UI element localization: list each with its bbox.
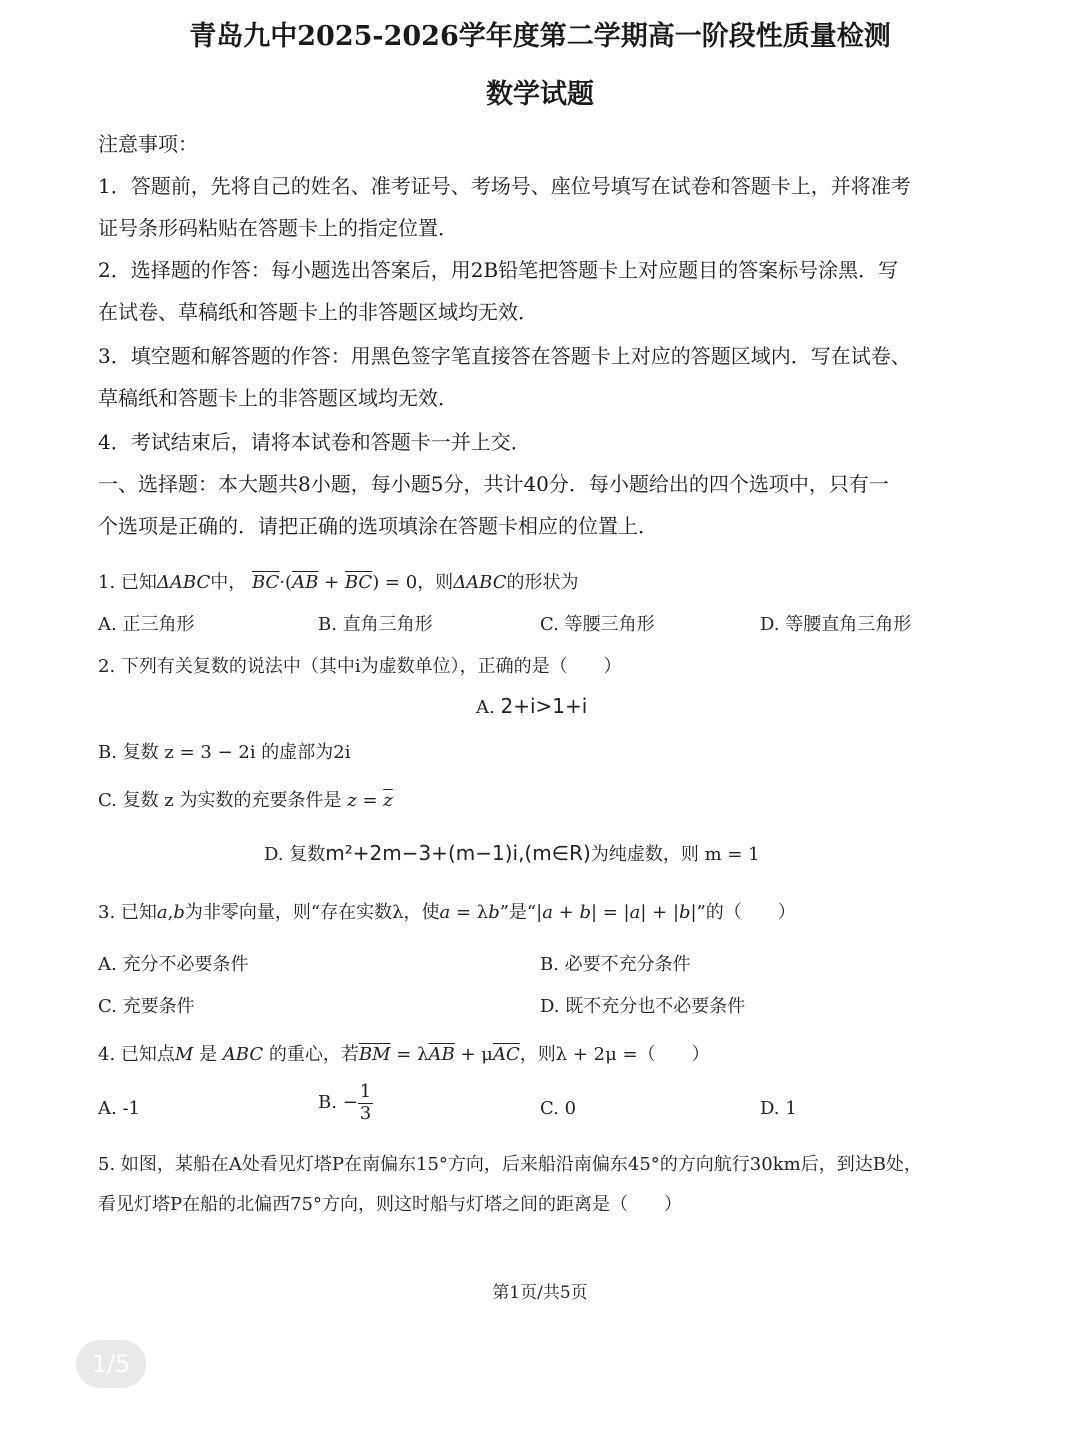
- q3-option-a[interactable]: A. 充分不必要条件: [98, 954, 249, 975]
- exam-title: 青岛九中2025-2026学年度第二学期高一阶段性质量检测: [189, 21, 891, 52]
- section-heading-line-2: 个选项是正确的．请把正确的选项填涂在答题卡相应的位置上．: [98, 514, 658, 538]
- q2-option-c-zbar: $\overline{z}$: [383, 790, 393, 811]
- q1-option-c[interactable]: C. 等腰三角形: [540, 614, 655, 635]
- note-1-line-1: 1．答题前，先将自己的姓名、准考证号、考场号、座位号填写在试卷和答题卡上，并将准考: [98, 174, 911, 198]
- q4-option-b[interactable]: [318, 1082, 373, 1124]
- q4-option-b-denominator: 3: [359, 1102, 372, 1124]
- q4-vector-ab: $\overline{AB}$: [428, 1044, 455, 1065]
- q3-comma: ,: [167, 902, 174, 923]
- q2-option-b[interactable]: B. 复数 z = 3 − 2i 的虚部为2i: [98, 742, 351, 763]
- note-2-line-1: 2．选择题的作答：每小题选出答案后，用2B铅笔把答题卡上对应题目的答案标号涂黑．写: [98, 258, 899, 282]
- q3-cond-b: b: [488, 902, 500, 923]
- page-footer: 第1页/共5页: [492, 1283, 588, 1303]
- note-2-line-2: 在试卷、草稿纸和答题卡上的非答题区域均无效．: [98, 300, 538, 324]
- q1-mid: 中，: [210, 572, 247, 593]
- q4-plus: + μ: [454, 1044, 493, 1065]
- question-5-line-2: 看见灯塔P在船的北偏西75°方向，则这时船与灯塔之间的距离是（ ）: [98, 1194, 683, 1215]
- q4-triangle: ABC: [222, 1044, 264, 1065]
- q3-mid: 为非零向量，则“存在实数λ，使: [184, 902, 440, 923]
- q1-option-d[interactable]: D. 等腰直角三角形: [760, 614, 912, 635]
- question-1-stem: [98, 568, 579, 594]
- question-3-stem: [98, 898, 796, 924]
- q2-option-c-z: z: [347, 790, 357, 811]
- q3-tail: ”的（ ）: [696, 902, 796, 923]
- q4-option-c[interactable]: C. 0: [540, 1098, 577, 1119]
- q1-vector-bc-2: $\overline{BC}$: [344, 572, 373, 593]
- q1-option-a[interactable]: A. 正三角形: [98, 614, 195, 635]
- q3-option-b[interactable]: B. 必要不充分条件: [540, 954, 691, 975]
- question-4-stem: [98, 1040, 710, 1066]
- page-indicator[interactable]: 1/5: [76, 1340, 146, 1388]
- q1-triangle: ΔABC: [156, 572, 211, 593]
- section-heading-line-1: 一、选择题：本大题共8小题，每小题5分，共计40分．每小题给出的四个选项中，只有一: [98, 472, 889, 496]
- note-4-line-1: 4．考试结束后，请将本试卷和答题卡一并上交．: [98, 430, 531, 454]
- q2-option-d-text: D. 复数: [264, 844, 326, 865]
- exam-subtitle: 数学试题: [486, 79, 594, 110]
- q2-option-a[interactable]: [476, 694, 587, 718]
- q4-option-b-fraction: [358, 1082, 373, 1124]
- q3-option-c[interactable]: C. 充要条件: [98, 996, 195, 1017]
- q4-option-b-sign: −: [342, 1092, 358, 1114]
- note-3-line-1: 3．填空题和解答题的作答：用黑色签字笔直接答在答题卡上对应的答题区域内．写在试卷、: [98, 344, 911, 368]
- q1-equals: ) = 0: [372, 572, 418, 593]
- q2-option-c-eq: =: [356, 790, 384, 811]
- q2-option-d-tail: 为纯虚数，则 m = 1: [590, 844, 760, 865]
- q1-plus: +: [318, 572, 345, 593]
- q2-option-a-label: A.: [476, 697, 495, 718]
- q1-dot: ·(: [279, 572, 293, 593]
- q3-cond-eq: = λ: [450, 902, 489, 923]
- q4-option-b-label: B.: [318, 1092, 337, 1114]
- q2-option-a-expression: 2+i>1+i: [500, 694, 588, 718]
- notes-heading: 注意事项：: [98, 132, 198, 156]
- q3-vector-b: b: [173, 902, 185, 923]
- q4-option-a[interactable]: A. -1: [98, 1098, 140, 1119]
- q3-vector-a: a: [156, 902, 168, 923]
- q4-vector-ac: $\overline{AC}$: [492, 1044, 520, 1065]
- q1-then: ，则: [417, 572, 454, 593]
- q4-prefix: 4. 已知点: [98, 1044, 175, 1065]
- q4-centroid: 的重心，若: [263, 1044, 359, 1065]
- q4-tail: ，则λ + 2μ =（ ）: [519, 1044, 710, 1065]
- q3-abs-expression: |a + b| = |a| + |b|: [536, 902, 697, 923]
- question-2-stem: 2. 下列有关复数的说法中（其中i为虚数单位），正确的是（ ）: [98, 656, 622, 677]
- q3-prefix: 3. 已知: [98, 902, 157, 923]
- q3-cond-a: a: [439, 902, 451, 923]
- q1-prefix: 1. 已知: [98, 572, 157, 593]
- q3-option-d[interactable]: D. 既不充分也不必要条件: [540, 996, 746, 1017]
- q4-point-m: M: [174, 1044, 194, 1065]
- q1-vector-ab: $\overline{AB}$: [292, 572, 319, 593]
- q4-eq: = λ: [390, 1044, 429, 1065]
- q2-option-d[interactable]: [264, 840, 760, 866]
- q2-option-c-text: C. 复数 z 为实数的充要条件是: [98, 790, 342, 811]
- question-5-line-1: 5. 如图，某船在A处看见灯塔P在南偏东15°方向，后来船沿南偏东45°的方向航行30km后，到达B处，: [98, 1154, 922, 1175]
- q2-option-c[interactable]: [98, 786, 393, 812]
- q4-is: 是: [193, 1044, 223, 1065]
- q3-is: ”是“: [499, 902, 537, 923]
- q1-triangle-2: ΔABC: [453, 572, 507, 593]
- q4-vector-bm: $\overline{BM}$: [358, 1044, 391, 1065]
- note-3-line-2: 草稿纸和答题卡上的非答题区域均无效．: [98, 386, 458, 410]
- q1-vector-bc: $\overline{BC}$: [251, 572, 280, 593]
- q1-shape: 的形状为: [506, 572, 579, 593]
- q2-option-d-expression: m²+2m−3+(m−1)i,(m∈R): [325, 841, 591, 865]
- q4-option-b-numerator: 1: [359, 1081, 372, 1102]
- q4-option-d[interactable]: D. 1: [760, 1098, 797, 1119]
- note-1-line-2: 证号条形码粘贴在答题卡上的指定位置．: [98, 216, 458, 240]
- q1-option-b[interactable]: B. 直角三角形: [318, 614, 433, 635]
